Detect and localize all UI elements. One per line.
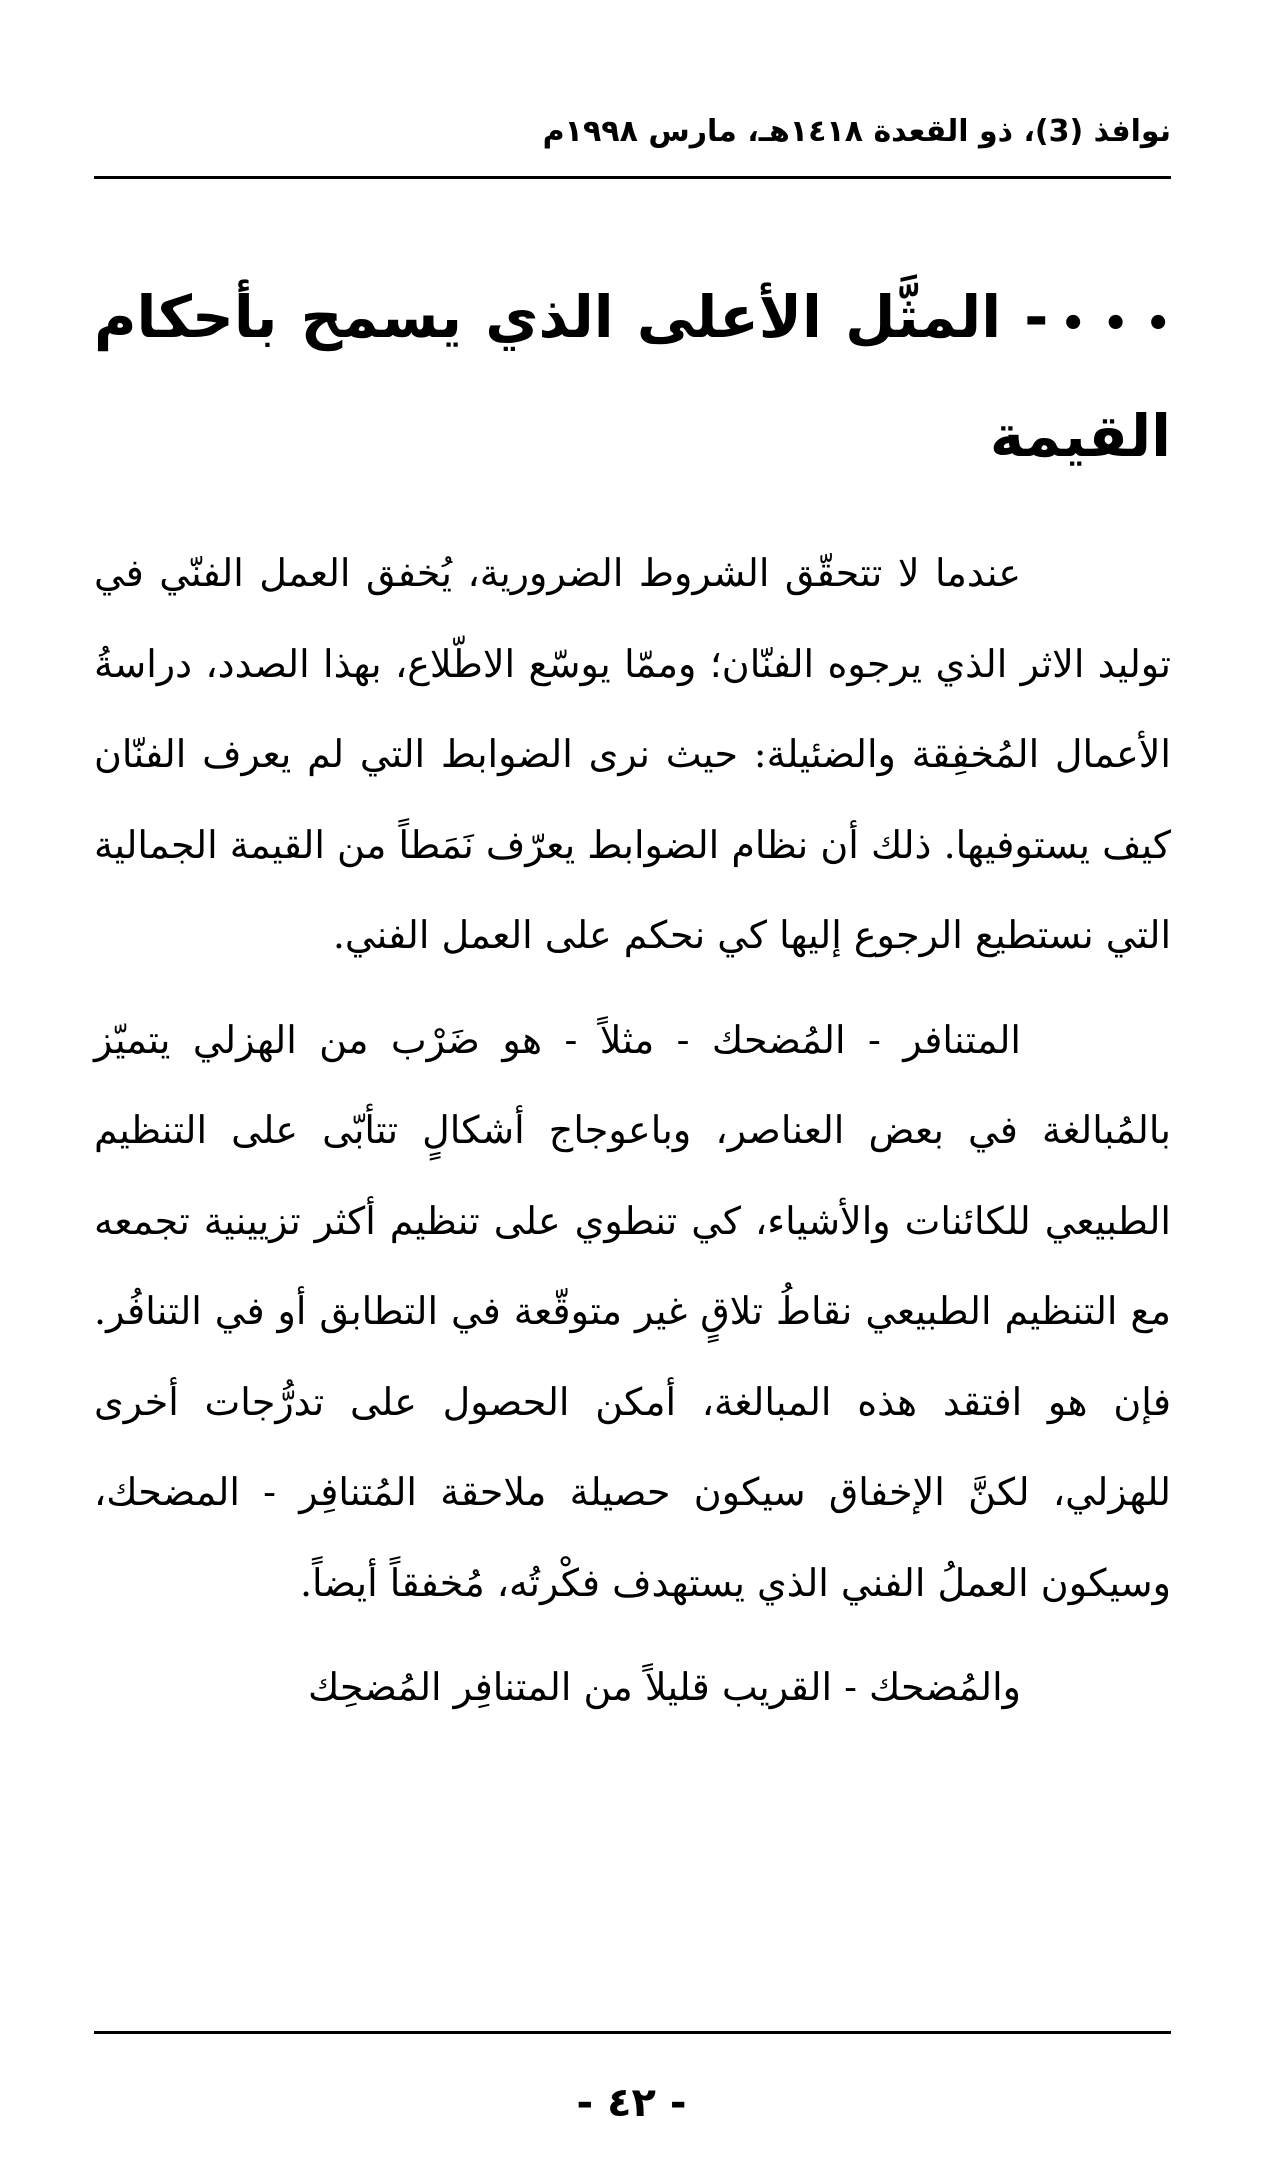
page-number: - ٤٢ - (576, 2080, 687, 2126)
paragraph: المتنافر - المُضحك - مثلاً - هو ضَرْب من الهزلي يتميّز بالمُبالغة في بعض العناصر، وباعوجاج أشكالٍ تتأبّى على التنظيم الطبيعي للكائنات والأشياء، كي تنطوي على تنظيم أكثر تزيينية تجمعه مع التنظيم الطبيعي نقاطُ تلاقٍ غير متوقّعة في التطابق أو في التنافُر. فإن هو افتقد هذه المبالغة، أمكن الحصول على تدرُّجات أخرى للهزلي، لكنَّ الإخفاق سيكون حصيلة ملاحقة المُتنافِر - المضحك، وسيكون العملُ الفني الذي يستهدف فكْرتُه، مُخفقاً أيضاً. (94, 1017, 1171, 1605)
paragraph: عندما لا تتحقّق الشروط الضرورية، يُخفق العمل الفنّي في توليد الاثر الذي يرجوه الفنّان؛ وممّا يوسّع الاطّلاع، بهذا الصدد، دراسةُ الأعمال المُخفِقة والضئيلة: حيث نرى الضوابط التي لم يعرف الفنّان كيف يستوفيها. ذلك أن نظام الضوابط يعرّف نَمَطاً من القيمة الجمالية التي نستطيع الرجوع إليها كي نحكم على العمل الفني. (94, 551, 1171, 957)
running-head: نوافذ (3)، ذو القعدة ١٤١٨هـ، مارس ١٩٩٨م (542, 114, 1171, 149)
title-text: - المثَّل الأعلى الذي يسمح بأحكام القيمة (94, 282, 1171, 470)
paragraph: والمُضحك - القريب قليلاً من المتنافِر المُضحِك (307, 1665, 1021, 1709)
article-body (94, 528, 1171, 1733)
header-rule (94, 176, 1171, 179)
article-title (94, 261, 1171, 492)
footer-rule (94, 2031, 1171, 2034)
title-bullets: • • • (1060, 300, 1171, 347)
